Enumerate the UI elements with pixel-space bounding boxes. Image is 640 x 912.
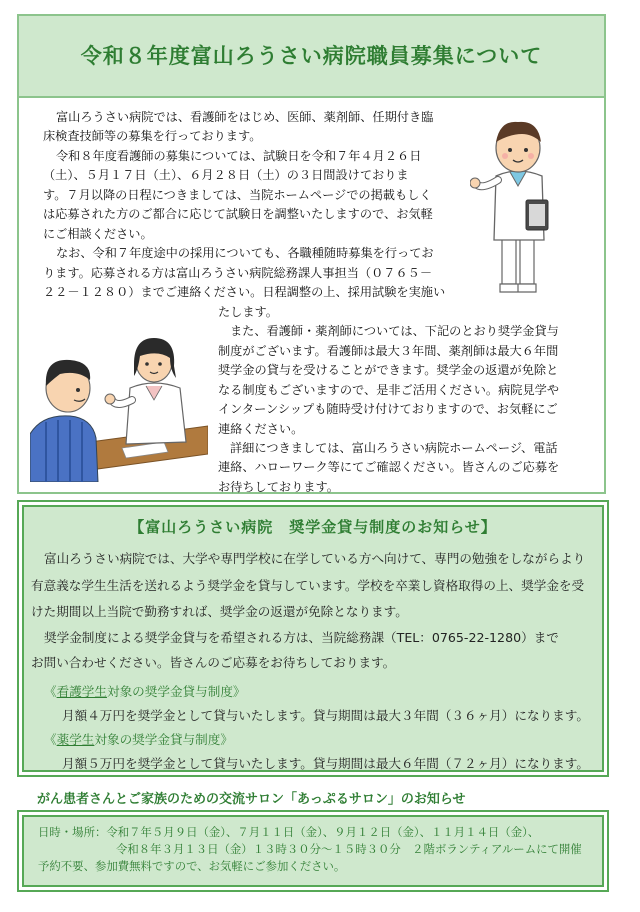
recruit-line: なお、令和７年度途中の採用についても、各職種随時募集を行ってお xyxy=(56,246,434,260)
salon-heading: がん患者さんとご家族のための交流サロン「あっぷるサロン」のお知らせ xyxy=(37,792,466,807)
recruit-line: す。７月以降の日程につきましては、当院ホームページでの掲載もしく xyxy=(43,188,432,202)
doctor-illustration xyxy=(470,112,570,298)
nurse-patient-illustration xyxy=(30,330,208,482)
scholarship-text: 富山ろうさい病院では、大学や専門学校に在学している方へ向けて、専門の勉強をしながらより xyxy=(44,551,586,566)
pharmacy-scholarship-text: 月額５万円を奨学金として貸与いたします。貸与期間は最大６年間（７２ヶ月）になります。 xyxy=(62,756,589,771)
salon-schedule-line: 令和８年３月１３日（金）１３時３０分～１５時３０分 ２階ボランティアルームにて開催 xyxy=(116,842,582,856)
scholarship-text: 奨学金制度による奨学金貸与を希望される方は、当院総務課（TEL：0765-22-1280）まで xyxy=(44,630,559,645)
recruit-line: ります。応募される方は富山ろうさい病院総務課人事担当（０７６５－ xyxy=(43,266,433,280)
recruit-line: 床検査技師等の募集を行っております。 xyxy=(43,129,262,143)
recruit-line: 連絡、ハローワーク等にてご確認ください。皆さんのご応募を xyxy=(218,460,560,474)
recruit-line: 奨学金の貸与を受けることができます。奨学金の返還が免除と xyxy=(218,363,559,377)
scholarship-text: 有意義な学生生活を送れるよう奨学金を貸与しています。学校を卒業し資格取得の上、奨学金を受 xyxy=(31,578,585,593)
recruit-line: インターンシップも随時受け付けておりますので、お気軽にご xyxy=(218,402,558,416)
recruit-line: なる制度もございますので、是非ご活用ください。病院見学や xyxy=(218,383,560,397)
scholarship-text: けた期間以上当院で勤務すれば、奨学金の返還が免除となります。 xyxy=(31,604,408,619)
recruit-line: 令和８年度看護師の募集については、試験日を令和７年４月２６日 xyxy=(56,149,422,163)
recruit-line: （土）、５月１７日（土）、６月２８日（土）の３日間設けておりま xyxy=(43,168,409,182)
recruit-line: 詳細につきましては、富山ろうさい病院ホームページ、電話 xyxy=(230,441,558,455)
scholarship-text: お問い合わせください。皆さんのご応募をお待ちしております。 xyxy=(31,655,396,670)
recruit-line: 富山ろうさい病院では、看護師をはじめ、医師、薬剤師、任期付き臨 xyxy=(56,110,434,124)
scholarship-title: 【富山ろうさい病院 奨学金貸与制度のお知らせ】 xyxy=(129,518,497,536)
nurse-scholarship-text: 月額４万円を奨学金として貸与いたします。貸与期間は最大３年間（３６ヶ月）になります。 xyxy=(62,708,589,723)
recruit-line: にご相談ください。 xyxy=(43,227,153,241)
nurse-scholarship-heading: 《看護学生対象の奨学金貸与制度》 xyxy=(44,684,246,699)
recruit-line: たします。 xyxy=(218,305,278,319)
salon-note: 予約不要、参加費無料ですので、お気軽にご参加ください。 xyxy=(38,859,346,873)
recruit-line: また、看護師・薬剤師については、下記のとおり奨学金貸与 xyxy=(230,324,559,338)
recruit-line: お待ちしております。 xyxy=(218,480,339,494)
recruit-line: は応募された方のご都合に応じて試験日を調整いたしますので、お気軽 xyxy=(43,207,433,221)
recruit-line: ２２－１２８０）までご連絡ください。日程調整の上、採用試験を実施い xyxy=(43,285,446,299)
salon-schedule-line: 日時・場所：令和７年５月９日（金）、７月１１日（金）、９月１２日（金）、１１月１４日（金）、 xyxy=(38,825,540,839)
pharmacy-scholarship-heading: 《薬学生対象の奨学金貸与制度》 xyxy=(44,732,233,747)
recruitment-title: 令和８年度富山ろうさい病院職員募集について xyxy=(80,44,543,68)
recruit-line: 連絡ください。 xyxy=(218,422,304,436)
recruit-line: 制度がございます。看護師は最大３年間、薬剤師は最大６年間 xyxy=(218,344,559,358)
